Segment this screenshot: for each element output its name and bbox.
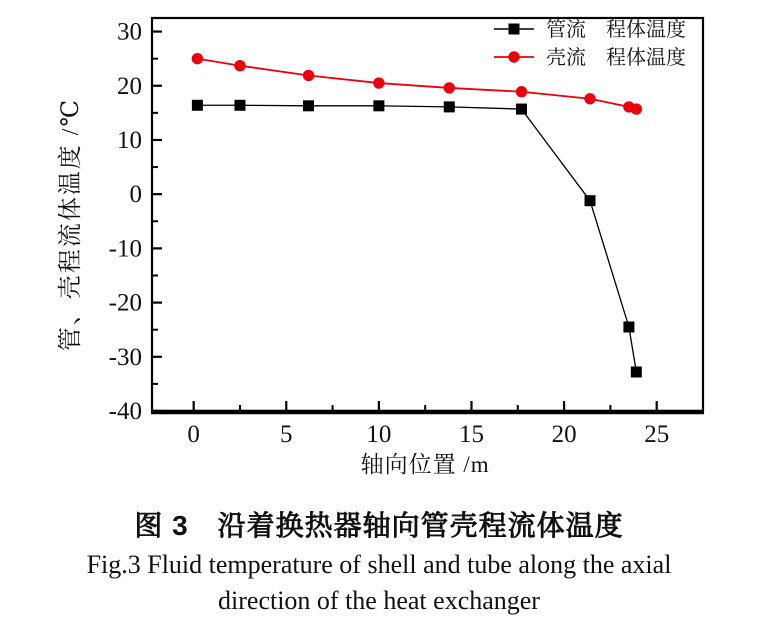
x-axis-title: 轴向位置 /m (360, 452, 490, 477)
x-tick-label: 0 (187, 421, 200, 448)
data-point-shell-flow (192, 53, 203, 64)
data-point-tube-flow (623, 321, 634, 332)
data-point-shell-flow (516, 86, 527, 97)
legend-marker-circle-icon (508, 51, 519, 62)
y-axis-title: 管、壳程流体温度 /℃ (58, 97, 84, 352)
legend-label-shell-flow: 壳流 程体温度 (546, 47, 686, 69)
data-point-shell-flow (444, 82, 455, 93)
y-tick-label: 0 (129, 181, 142, 209)
x-tick-label: 5 (280, 421, 293, 448)
data-point-tube-flow (192, 100, 203, 111)
data-point-tube-flow (585, 195, 596, 206)
y-tick-label: 30 (117, 18, 142, 46)
x-tick-label: 25 (644, 421, 670, 448)
data-point-tube-flow (234, 100, 245, 111)
data-point-shell-flow (584, 93, 595, 104)
figure-caption-cn: 图 3 沿着换热器轴向管壳程流体温度 (134, 510, 624, 541)
x-tick-label: 10 (366, 421, 392, 448)
figure-caption-en-line1: Fig.3 Fluid temperature of shell and tube along the axial (86, 550, 672, 579)
plot-frame (151, 18, 704, 412)
data-point-shell-flow (234, 60, 245, 71)
x-tick-label: 15 (458, 421, 484, 448)
legend (494, 18, 686, 69)
y-tick-label: -30 (108, 343, 142, 371)
x-tick-label: 20 (551, 421, 577, 448)
legend-item-tube-flow (494, 18, 686, 41)
data-point-shell-flow (631, 103, 642, 114)
series-tube-flow (192, 100, 642, 378)
y-tick-label: 20 (117, 72, 142, 100)
data-point-tube-flow (303, 100, 314, 111)
legend-marker-square-icon (509, 24, 520, 35)
data-point-shell-flow (303, 70, 314, 81)
data-point-tube-flow (631, 366, 642, 377)
data-point-shell-flow (373, 77, 384, 88)
data-point-tube-flow (373, 100, 384, 111)
legend-label-tube-flow: 管流 程体温度 (546, 19, 686, 41)
figure-caption-en-line2: direction of the heat exchanger (218, 586, 540, 615)
legend-item-shell-flow (494, 46, 686, 69)
y-tick-label: -20 (108, 289, 142, 317)
data-point-tube-flow (516, 104, 527, 115)
data-point-tube-flow (444, 101, 455, 112)
series-tube-flow-line (197, 105, 636, 372)
y-tick-label: -10 (108, 235, 142, 263)
y-tick-label: 10 (117, 126, 142, 154)
y-tick-label: -40 (108, 398, 142, 425)
